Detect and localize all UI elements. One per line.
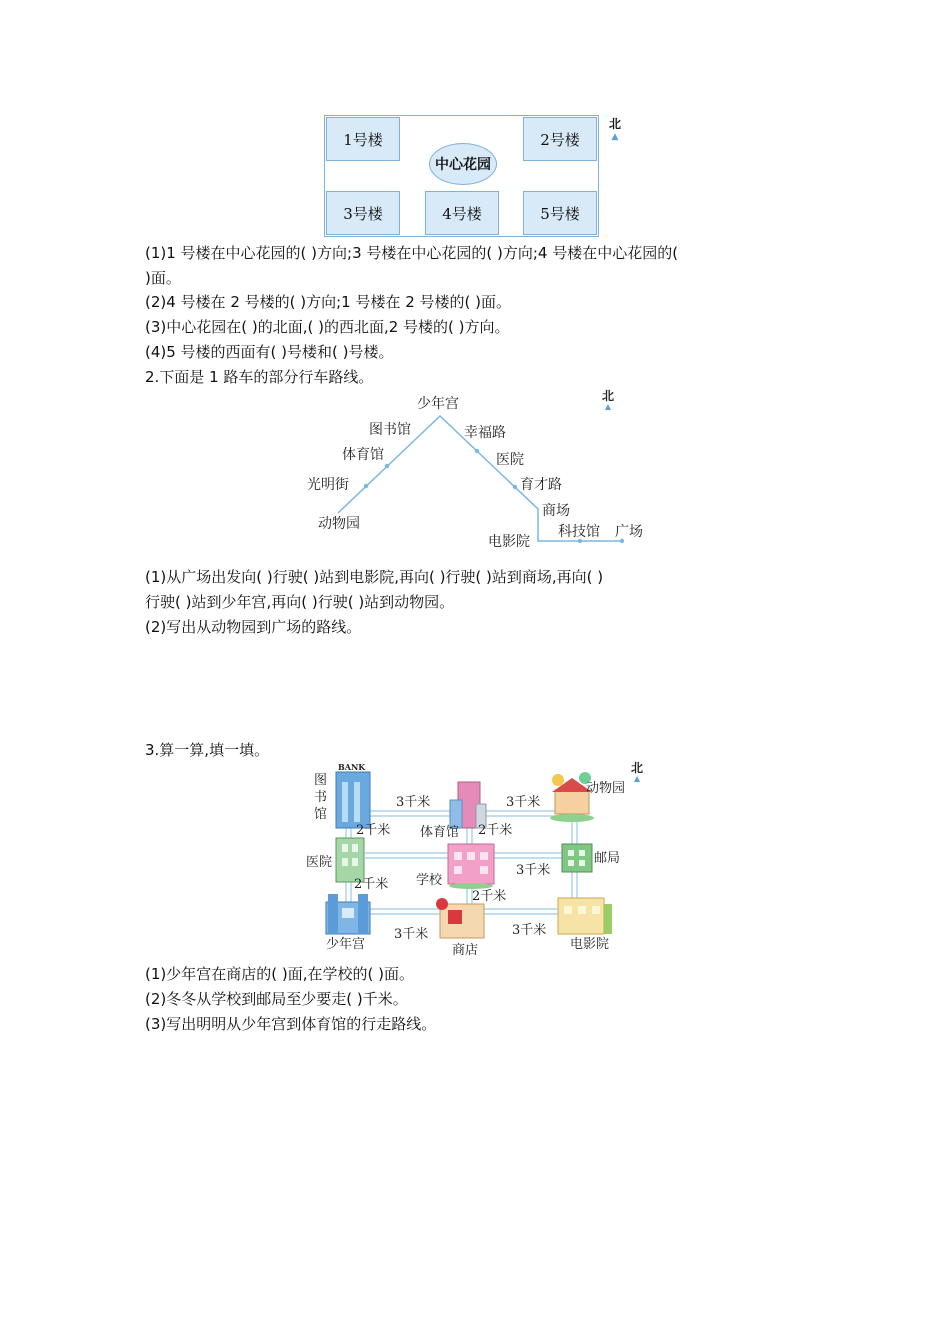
stop-guangming: 光明街 [307, 477, 349, 493]
stop-dot [513, 485, 517, 489]
north-indicator [607, 115, 623, 142]
q1-line-2: )面。 [145, 269, 181, 287]
building-1-label: 1号楼 [343, 130, 383, 149]
distance-label: 3千米 [512, 923, 547, 938]
central-garden-label: 中心花园 [435, 157, 491, 173]
distance-label: 3千米 [506, 795, 541, 810]
stop-shangchang: 商场 [542, 503, 570, 519]
q2-title: 2.下面是 1 路车的部分行车路线。 [145, 368, 374, 386]
building-4 [425, 191, 499, 235]
city-map-diagram [300, 760, 660, 960]
q2-line-1: (1)从广场出发向( )行驶( )站到电影院,再向( )行驶( )站到商场,再向( ) [145, 568, 604, 586]
building-3 [326, 191, 400, 235]
place-hospital: 医院 [306, 855, 333, 870]
stop-tiyu: 体育馆 [342, 447, 384, 463]
distance-label: 2千米 [478, 823, 513, 838]
central-garden [429, 143, 497, 185]
place-post-office: 邮局 [594, 851, 621, 866]
north-label: 北 [631, 761, 644, 775]
q3-line-3: (3)写出明明从少年宫到体育馆的行走路线。 [145, 1015, 437, 1033]
distance-label: 3千米 [394, 927, 429, 942]
distance-label: 3千米 [396, 795, 431, 810]
place-zoo: 动物园 [586, 781, 626, 796]
stop-guangchang: 广场 [615, 524, 643, 540]
place-cinema: 电影院 [570, 937, 610, 952]
zoo-building-icon [550, 772, 594, 822]
distance-label: 2千米 [472, 889, 507, 904]
stop-shaonian: 少年宫 [417, 396, 459, 412]
stop-dot [385, 464, 389, 468]
stop-yiyuan: 医院 [496, 452, 524, 468]
place-shop: 商店 [452, 943, 479, 958]
q1-line-3: (2)4 号楼在 2 号楼的( )方向;1 号楼在 2 号楼的( )面。 [145, 293, 512, 311]
q3-line-1: (1)少年宫在商店的( )面,在学校的( )面。 [145, 965, 414, 983]
bank-sign: BANK [338, 762, 366, 772]
building-2 [523, 117, 597, 161]
north-arrow-icon [634, 776, 640, 782]
q1-line-4: (3)中心花园在( )的北面,( )的西北面,2 号楼的( )方向。 [145, 318, 510, 336]
shop-building-icon [436, 898, 484, 938]
distance-label: 3千米 [516, 863, 551, 878]
school-building-icon [448, 844, 494, 889]
q2-line-3: (2)写出从动物园到广场的路线。 [145, 618, 362, 636]
place-youth-palace: 少年宫 [326, 937, 366, 952]
stop-dongwu: 动物园 [318, 516, 360, 532]
q2-line-2: 行驶( )站到少年宫,再向( )行驶( )站到动物园。 [145, 593, 455, 611]
stop-dot [364, 484, 368, 488]
building-4-label: 4号楼 [442, 204, 482, 223]
place-school: 学校 [416, 873, 443, 888]
distance-label: 2千米 [354, 877, 389, 892]
building-5-label: 5号楼 [540, 204, 580, 223]
stop-yucai: 育才路 [520, 477, 562, 493]
stop-dot [475, 449, 479, 453]
q1-line-1: (1)1 号楼在中心花园的( )方向;3 号楼在中心花园的( )方向;4 号楼在中心花园的( [145, 244, 679, 262]
library-building-icon [336, 762, 370, 828]
buildings-diagram [324, 115, 624, 240]
distance-label: 2千米 [356, 823, 391, 838]
sports-hall-building-icon [450, 782, 486, 828]
building-3-label: 3号楼 [343, 204, 383, 223]
q3-title: 3.算一算,填一填。 [145, 741, 270, 759]
hospital-building-icon [336, 838, 364, 882]
place-library-1: 图 [314, 773, 328, 788]
place-library-2: 书 [314, 790, 328, 805]
bus-route-diagram [300, 386, 660, 552]
stop-xingfu: 幸福路 [464, 425, 506, 441]
building-2-label: 2号楼 [540, 130, 580, 149]
stop-tushu: 图书馆 [369, 422, 411, 438]
q3-line-2: (2)冬冬从学校到邮局至少要走( )千米。 [145, 990, 408, 1008]
stop-keji: 科技馆 [558, 524, 600, 540]
post-office-building-icon [562, 844, 592, 872]
stop-dianying: 电影院 [488, 534, 530, 550]
youth-palace-building-icon [326, 894, 370, 934]
north-label: 北 [602, 389, 615, 403]
place-sports-hall: 体育馆 [420, 825, 460, 840]
building-5 [523, 191, 597, 235]
north-label: 北 [608, 117, 621, 131]
building-1 [326, 117, 400, 161]
place-library-3: 馆 [314, 807, 328, 822]
north-arrow-icon: ▲ [611, 132, 619, 142]
cinema-building-icon [558, 898, 612, 934]
north-arrow-icon [605, 404, 611, 410]
q1-line-5: (4)5 号楼的西面有( )号楼和( )号楼。 [145, 343, 394, 361]
